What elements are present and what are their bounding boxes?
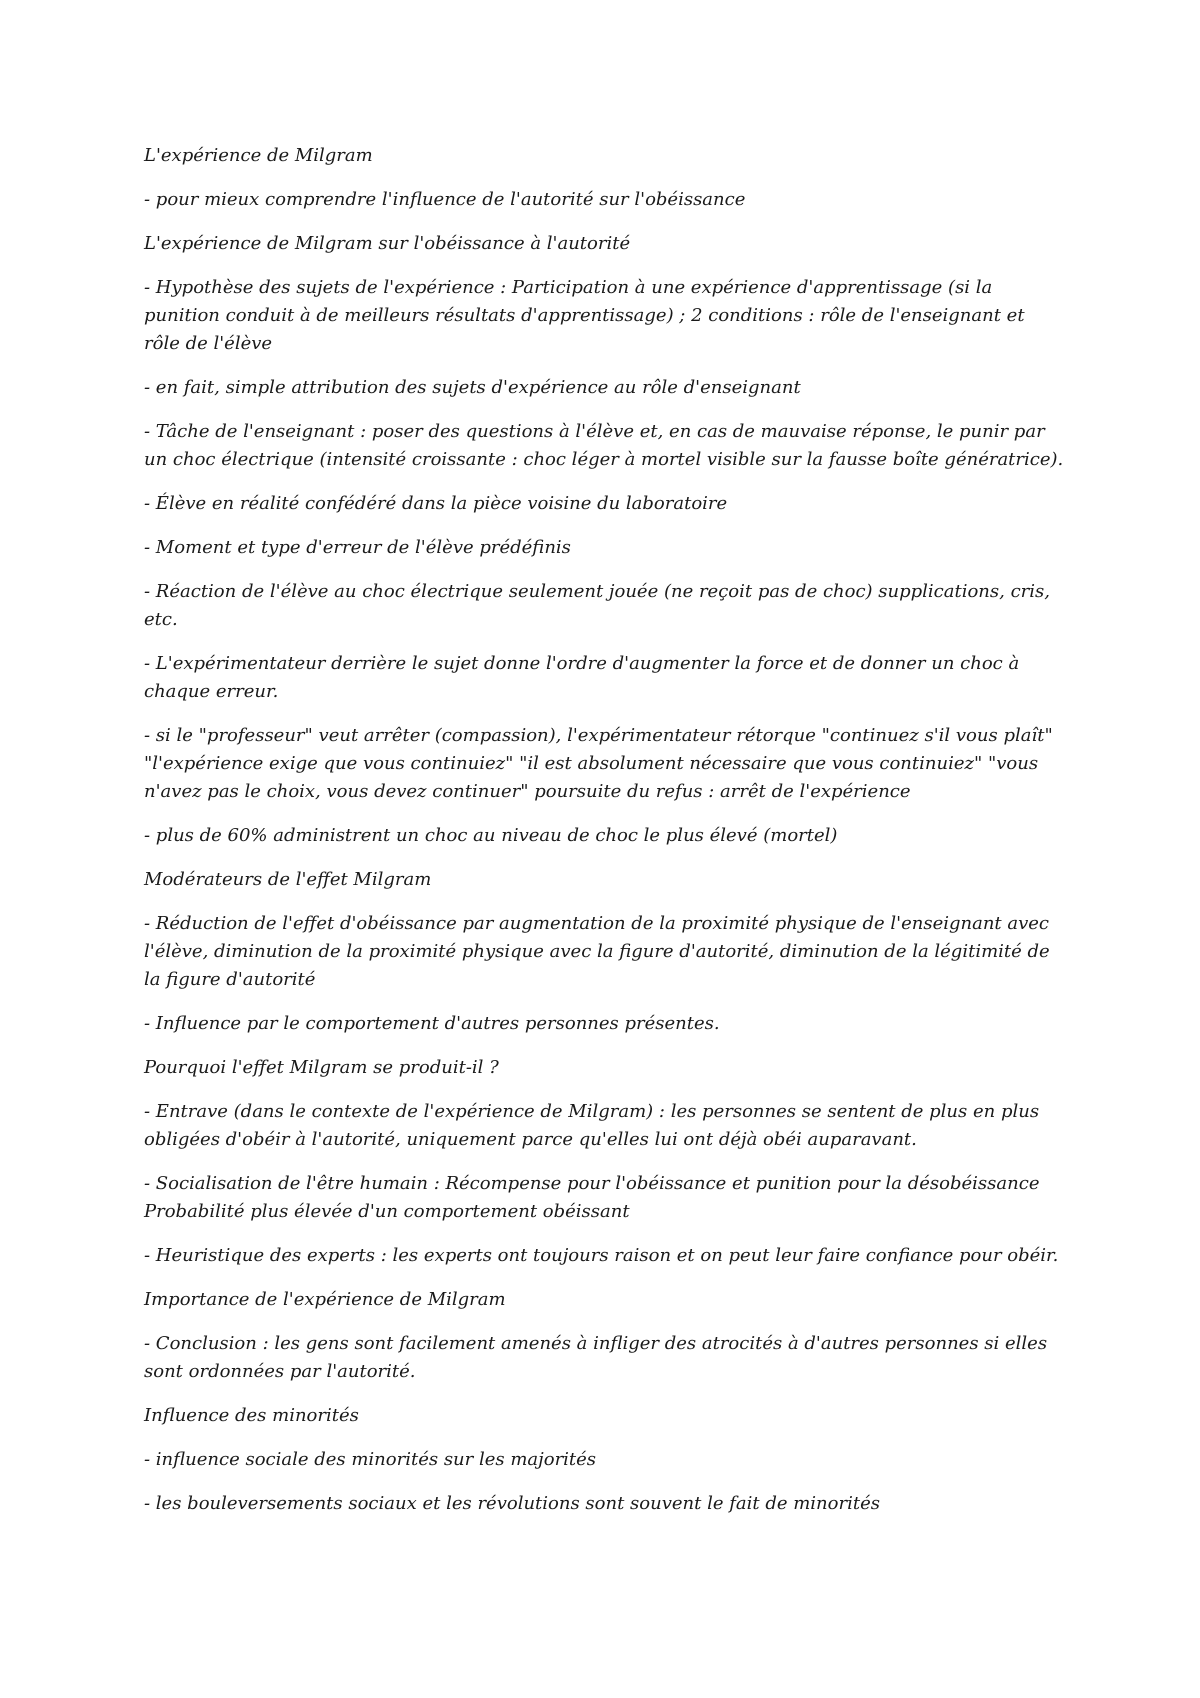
paragraph: - pour mieux comprendre l'influence de l'autorité sur l'obéissance: [144, 189, 746, 210]
paragraph: - Tâche de l'enseignant : poser des questions à l'élève et, en cas de mauvaise réponse, le punir par un choc électrique (intensité croissante : choc léger à mortel visible sur la fausse boîte génératrice).: [144, 421, 1064, 470]
paragraph: - Moment et type d'erreur de l'élève prédéfinis: [144, 537, 571, 558]
heading-moderators: Modérateurs de l'effet Milgram: [144, 869, 432, 890]
paragraph: - Entrave (dans le contexte de l'expérience de Milgram) : les personnes se sentent de plus en plus obligées d'obéir à l'autorité, uniquement parce qu'elles lui ont déjà obéi auparavant.: [144, 1101, 1040, 1150]
paragraph: - L'expérimentateur derrière le sujet donne l'ordre d'augmenter la force et de donner un choc à chaque erreur.: [144, 653, 1020, 702]
paragraph: - en fait, simple attribution des sujets d'expérience au rôle d'enseignant: [144, 377, 801, 398]
paragraph: - Socialisation de l'être humain : Récompense pour l'obéissance et punition pour la désobéissance Probabilité plus élevée d'un comportement obéissant: [144, 1173, 1040, 1222]
paragraph: - Influence par le comportement d'autres personnes présentes.: [144, 1013, 720, 1034]
paragraph: - influence sociale des minorités sur les majorités: [144, 1449, 597, 1470]
heading-importance: Importance de l'expérience de Milgram: [144, 1289, 506, 1310]
paragraph: - Conclusion : les gens sont facilement amenés à infliger des atrocités à d'autres personnes si elles sont ordonnées par l'autorité.: [144, 1333, 1048, 1382]
paragraph: - les bouleversements sociaux et les révolutions sont souvent le fait de minorités: [144, 1493, 880, 1514]
paragraph: - si le "professeur" veut arrêter (compassion), l'expérimentateur rétorque "continuez s'il vous plaît" "l'expérience exige que vous continuiez" "il est absolument nécessaire que vous continuiez" "vous n'avez pas le choix, vous devez continuer" poursuite du refus : arrêt de l'expérience: [144, 725, 1053, 802]
paragraph: - Hypothèse des sujets de l'expérience : Participation à une expérience d'apprentissage (si la punition conduit à de meilleurs résultats d'apprentissage) ; 2 conditions : rôle de l'enseignant et rôle de l'élève: [144, 277, 1025, 354]
document-body: [144, 142, 1064, 1534]
heading-milgram-experiment: L'expérience de Milgram: [144, 145, 373, 166]
heading-obedience-authority: L'expérience de Milgram sur l'obéissance à l'autorité: [144, 233, 631, 254]
heading-why-effect: Pourquoi l'effet Milgram se produit-il ?: [144, 1057, 499, 1078]
paragraph: - Élève en réalité confédéré dans la pièce voisine du laboratoire: [144, 493, 728, 514]
paragraph: - Heuristique des experts : les experts ont toujours raison et on peut leur faire confiance pour obéir.: [144, 1245, 1059, 1266]
paragraph: - plus de 60% administrent un choc au niveau de choc le plus élevé (mortel): [144, 825, 838, 846]
heading-minority-influence: Influence des minorités: [144, 1405, 359, 1426]
paragraph: - Réduction de l'effet d'obéissance par augmentation de la proximité physique de l'enseignant avec l'élève, diminution de la proximité physique avec la figure d'autorité, diminution de la légitimité de la figure d'autorité: [144, 913, 1050, 990]
paragraph: - Réaction de l'élève au choc électrique seulement jouée (ne reçoit pas de choc) supplications, cris, etc.: [144, 581, 1050, 630]
